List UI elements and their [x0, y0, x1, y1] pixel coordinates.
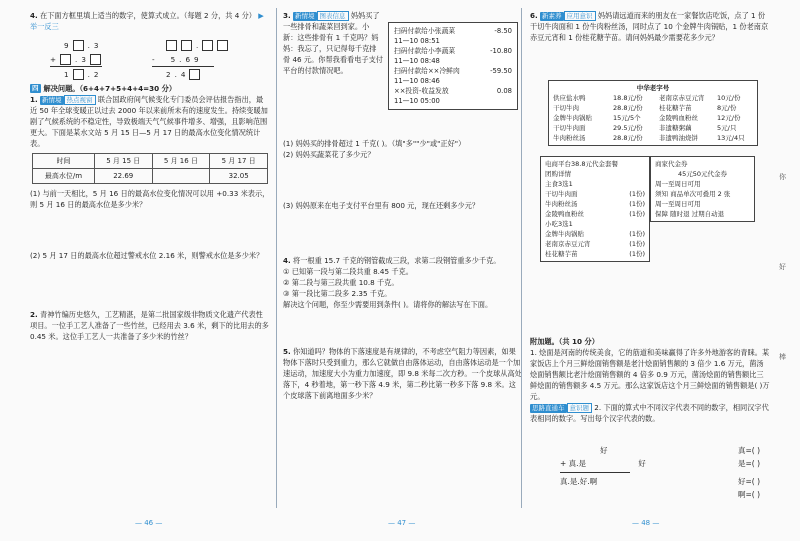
condition-3: ③ 第一段比第二段多 2.35 千克。 — [283, 289, 392, 298]
side-char: 你 — [779, 173, 786, 181]
question-3-part-2: (2) 妈妈买蔬菜花了多少元？ — [283, 150, 375, 159]
page-number: — 47 — — [388, 519, 416, 527]
page-divider — [521, 8, 522, 508]
answer-cell[interactable] — [152, 169, 210, 184]
payment-records: 扫码付款给小张蔬菜 -8.50 11—10 08:51 扫码付款给小李蔬菜 -10.80 11—10 08:48 扫码付款给××冷鲜肉 -59.50 11—10 08:46 ××投资-收益发放 0.08 11—10 05:00 — [388, 22, 518, 110]
addition-calc: 9 . 3 + . 3 1 . 2 — [50, 38, 102, 81]
answer-box[interactable] — [73, 69, 84, 80]
related-link[interactable]: ▶举一反三 — [30, 11, 264, 31]
answer-box[interactable] — [73, 40, 84, 51]
question-4: 4. 在下面方框里填上适当的数字，使算式成立。（每题 2 分，共 4 分） ▶举一反三 — [30, 11, 264, 31]
condition-2: ② 第二段与第三段共重 10.8 千克。 — [283, 278, 399, 287]
condition-1: ① 已知第一段与第二段共重 8.45 千克。 — [283, 267, 413, 276]
restaurant-menu: 中华老字号 供应盐水鸭 18.8元/份 老南京赤豆元宵 10元/份 干切牛肉 28.8元/份 桂花糖芋苗 8元/份 金牌牛肉锅贴 15元/5个 金陵鸭血粉丝 12元/份 干切牛肉面 29.5元/份 非遗糖粥藕 5元/只 牛肉粉丝汤 28.8元/份 非遗鸭油烧饼 13元/4只 — [548, 80, 758, 146]
answer-box[interactable] — [90, 54, 101, 65]
bonus-heading: 附加题。（共 10 分） — [530, 337, 599, 346]
question-1-part-1: (1) 与前一天相比，5 月 16 日的最高水位变化情况可以用 +0.33 米表示，则 5 月 16 日的最高水位是多少米？ — [30, 189, 270, 209]
answer-box[interactable] — [202, 40, 213, 51]
page-number: — 46 — — [135, 519, 163, 527]
question-5: 5. 你知道吗？物体的下落速度是有规律的，不考虑空气阻力等因素，如果物体下落时只受到重力，那么它就做自由落体运动，自由落体运动是一个加速运动，加速度大小为重力加速度，即 9.8 米每二次方秒。一个皮球从高处落下，4 秒着地，第一秒下落 4.9 米，第二秒比第一秒多下落 9.8 米。这个皮球落下前离地面多少米？ — [283, 347, 522, 400]
answer-box[interactable] — [181, 40, 192, 51]
question-6: 6. 新素养 应用意识 妈妈请远道而来的朋友在一家餐饮店吃饭，点了 1 份干切牛肉面和 1 份牛肉粉丝汤，同时点了 10 个金牌牛肉锅贴，1 份老南京赤豆元宵和 1 份桂花糖芋苗。请问妈妈最少需要花多少元？ — [530, 11, 769, 42]
question-4-instruction: 解决这个问题，你至少需要用到条件( )。请将你的解法写在下面。 — [283, 300, 493, 309]
page-47-body — [283, 138, 523, 401]
bonus-question-1: 1. 烩面是河南的传统美食，它的筋道和美味赢得了许多外地游客的青睐。某家饭店上个月三鲜烩面销售额是老汁烩面销售额的 3 倍少 1.6 万元，菌汤烩面销售额比老汁烩面销售额的 4 倍多 0.9 万元，菌汤烩面的销售额比三鲜烩面的销售额多 4.5 万元。那么这家饭店这个月三鲜烩面的销售额是( )万元。 — [530, 348, 770, 401]
section-heading: 四 解决问题。（6+4+7+5+4+4=30 分） — [32, 84, 177, 93]
page-number: — 48 — — [632, 519, 660, 527]
page-48 — [530, 10, 770, 43]
answer-box[interactable] — [189, 69, 200, 80]
bonus-section — [530, 336, 770, 424]
question-3-part-1: (1) 妈妈买的排骨超过 1 千克( )。（填"多""少"或"正好"） — [283, 139, 466, 148]
page-divider — [276, 8, 277, 508]
side-char: 好 — [779, 263, 786, 271]
question-1-part-2: (2) 5 月 17 日的最高水位超过警戒水位 2.16 米，则警戒水位是多少米？ — [30, 251, 264, 260]
voucher-card: 商家代金券 45元50元代金券 周一至周日可用 须知 商品单次可叠用 2 张 周一至周日可用 保障 随时退 过期自动退 — [650, 156, 755, 222]
page-46 — [30, 10, 270, 342]
question-4: 4. 将一根重 15.7 千克的钢管截成三段，求第二段钢管重多少千克。 — [283, 256, 501, 265]
answer-box[interactable] — [166, 40, 177, 51]
vertical-calculations — [50, 38, 270, 81]
answer-box[interactable] — [60, 54, 71, 65]
addition-puzzle: 好 真=( ) + 真.是 好 是=( ) 真.是.好.啊 好=( ) 啊=( ) — [560, 446, 760, 499]
bonus-question-2: 思路直通车 意识题 2. 下面的算式中不同汉字代表不同的数字，相同汉字代表相同的数字。写出每个汉字代表的数。 — [530, 403, 769, 423]
question-1: 1. 新情境 热点视窗 联合国政府间气候变化专门委员会评估报告指出，最近 50 年全球变暖正以过去 2000 年以来前所未有的速度发生。持续变暖加剧了气候系统的不稳定性，导致极端天气气候事件增多、增强，且影响范围更大。下面是某水文站 5 月 15 日—5 月 17 日的最高水位变化情况统计表。 — [30, 95, 268, 148]
question-2: 2. 青神竹编历史悠久，工艺精湛，是第二批国家级非物质文化遗产代表性项目。一位手工艺人准备了一些竹丝，已经用去 3.6 米，剩下的比用去的多 0.45 米。这位手工艺人一共准备了多少米的竹丝？ — [30, 310, 269, 341]
set-meal-card: 电商平台38.8元代金套餐 团购详情 主食3选1 干切牛肉面 (1份) 牛肉粉丝汤 (1份) 金陵鸭血粉丝 (1份) 小吃3选1 金牌牛肉锅贴 (1份) 老南京赤豆元宵 (1份) 桂花糖芋苗 (1份) — [540, 156, 650, 262]
page-47-q3 — [283, 10, 383, 76]
answer-box[interactable] — [217, 40, 228, 51]
subtraction-calc: . - 5 . 6 9 2 . 4 — [152, 38, 228, 81]
water-level-table: 时间 5 月 15 日 5 月 16 日 5 月 17 日 最高水位/m 22.69 32.05 — [32, 153, 268, 184]
side-char: 棒 — [779, 353, 786, 361]
question-3-part-3: (3) 妈妈原来在电子支付平台里有 800 元，现在还剩多少元？ — [283, 201, 480, 210]
question-3: 3. 新情境 图表信息 妈妈买了一些排骨和蔬菜回到家。小新：这些排骨有 1 千克吗？妈妈：我忘了，只记得每千克排骨 46 元。你帮我看看电子支付平台的付款情况吧。 — [283, 11, 383, 75]
